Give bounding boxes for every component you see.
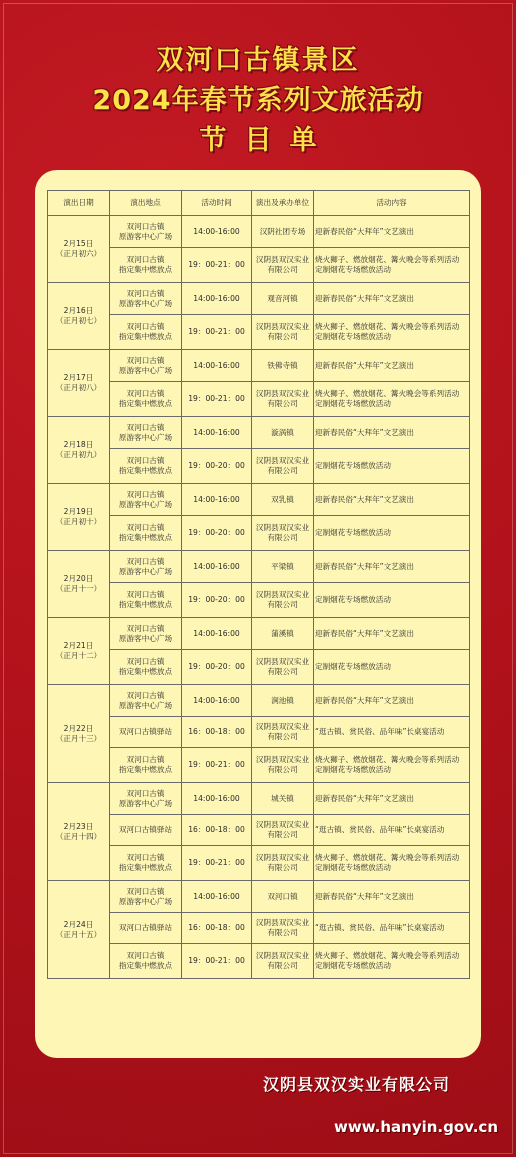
content-cell xyxy=(314,248,470,283)
organizer-cell-line: 有限公司 xyxy=(267,533,298,542)
time-cell: 14:00-16:00 xyxy=(182,685,252,717)
venue-cell-line: 原游客中心广场 xyxy=(118,566,173,576)
content-cell xyxy=(314,815,470,846)
organizer-cell-line: 铁佛寺镇 xyxy=(267,360,298,370)
table-row xyxy=(48,717,470,748)
time-cell: 14:00-16:00 xyxy=(182,283,252,315)
organizer-cell-line: 汉阴社团专场 xyxy=(259,226,306,236)
content-cell-line: 迎新春民俗“大拜年”文艺演出 xyxy=(315,561,414,571)
table-row xyxy=(48,484,470,516)
table-row xyxy=(48,815,470,846)
organizer-cell-line: 有限公司 xyxy=(267,961,298,970)
content-cell xyxy=(314,216,470,248)
time-cell: 14:00-16:00 xyxy=(182,618,252,650)
venue-cell xyxy=(110,283,182,315)
content-cell-line: 烧火狮子、燃放烟花、篝火晚会等系列活动 xyxy=(315,255,460,264)
content-cell xyxy=(314,583,470,618)
table-body xyxy=(48,216,470,979)
venue-cell xyxy=(110,783,182,815)
content-cell xyxy=(314,417,470,449)
date-lunar: （正月十五） xyxy=(55,929,102,939)
venue-cell-line: 双河口古镇 xyxy=(126,523,165,532)
organizer-cell-line: 有限公司 xyxy=(267,863,298,872)
table-row xyxy=(48,846,470,881)
content-cell-line: 烧火狮子、燃放烟花、篝火晚会等系列活动 xyxy=(315,322,460,331)
venue-cell-line: 双河口古镇 xyxy=(126,322,165,331)
date-cell xyxy=(48,551,110,618)
content-cell-line: 迎新春民俗“大拜年”文艺演出 xyxy=(315,891,414,901)
organizer-cell xyxy=(252,583,314,618)
title-event-series: 2024年春节系列文旅活动 xyxy=(92,85,424,116)
venue-cell xyxy=(110,913,182,944)
content-cell xyxy=(314,846,470,881)
date-cell xyxy=(48,350,110,417)
venue-cell xyxy=(110,382,182,417)
content-cell xyxy=(314,315,470,350)
date-lunar: （正月十二） xyxy=(55,651,102,660)
organizer-cell-line: 有限公司 xyxy=(267,667,298,676)
time-cell: 19：00-21：00 xyxy=(182,748,252,783)
title-scenic-area: 双河口古镇景区 xyxy=(156,45,360,76)
venue-cell xyxy=(110,516,182,551)
table-row xyxy=(48,748,470,783)
content-cell xyxy=(314,685,470,717)
venue-cell-line: 原游客中心广场 xyxy=(118,798,173,808)
venue-cell-line: 双河口古镇驿站 xyxy=(118,923,173,932)
date-gregorian: 2月17日 xyxy=(63,373,94,382)
header-organizer: 演出及承办单位 xyxy=(252,191,314,216)
venue-cell-line: 双河口古镇 xyxy=(126,788,165,798)
content-cell xyxy=(314,783,470,815)
table-row xyxy=(48,913,470,944)
table-row xyxy=(48,283,470,315)
organizer-cell xyxy=(252,350,314,382)
date-lunar: （正月初八） xyxy=(55,383,102,392)
organizer-cell xyxy=(252,516,314,551)
venue-cell-line: 指定集中燃放点 xyxy=(118,533,173,542)
organizer-cell xyxy=(252,283,314,315)
content-cell xyxy=(314,484,470,516)
organizer-cell xyxy=(252,783,314,815)
time-cell: 14:00-16:00 xyxy=(182,551,252,583)
venue-cell xyxy=(110,650,182,685)
date-gregorian: 2月22日 xyxy=(63,723,94,733)
content-cell-line: “逛古镇、赏民俗、品年味”长桌宴活动 xyxy=(315,727,445,736)
time-cell: 14:00-16:00 xyxy=(182,783,252,815)
venue-cell-line: 指定集中燃放点 xyxy=(118,600,173,609)
content-cell-line: 迎新春民俗“大拜年”文艺演出 xyxy=(315,427,414,437)
venue-cell xyxy=(110,717,182,748)
organizer-cell xyxy=(252,216,314,248)
organizer-cell xyxy=(252,685,314,717)
organizer-cell-line: 双河口镇 xyxy=(267,891,298,901)
table-row xyxy=(48,350,470,382)
date-gregorian: 2月15日 xyxy=(63,239,94,248)
venue-cell-line: 指定集中燃放点 xyxy=(118,332,173,341)
content-cell xyxy=(314,449,470,484)
venue-cell-line: 原游客中心广场 xyxy=(118,298,173,308)
organizer-cell-line: 有限公司 xyxy=(267,399,298,408)
organizer-cell-line: 汉阴县双汉实业 xyxy=(255,322,310,331)
content-cell-line: 定制烟花专场燃放活动 xyxy=(315,662,391,671)
content-cell-line: 烧火狮子、燃放烟花、篝火晚会等系列活动 xyxy=(315,951,460,960)
content-cell-line: “逛古镇、赏民俗、品年味”长桌宴活动 xyxy=(315,825,445,834)
organizer-cell-line: 平梁镇 xyxy=(271,561,294,571)
venue-cell xyxy=(110,846,182,881)
content-cell xyxy=(314,516,470,551)
header-date: 演出日期 xyxy=(48,191,110,216)
date-cell xyxy=(48,881,110,979)
date-gregorian: 2月16日 xyxy=(63,306,94,315)
content-cell-line: 定制烟花专场燃放活动 xyxy=(315,863,391,872)
content-cell-line: 迎新春民俗“大拜年”文艺演出 xyxy=(315,494,414,504)
organizer-cell-line: 汉阴县双汉实业 xyxy=(255,918,310,927)
content-cell-line: 迎新春民俗“大拜年”文艺演出 xyxy=(315,293,414,303)
venue-cell-line: 双河口古镇 xyxy=(126,590,165,599)
organizer-cell-line: 汉阴县双汉实业 xyxy=(255,456,310,465)
content-cell xyxy=(314,283,470,315)
venue-cell xyxy=(110,350,182,382)
venue-cell-line: 指定集中燃放点 xyxy=(118,667,173,676)
organizer-cell-line: 汉阴县双汉实业 xyxy=(255,255,310,264)
venue-cell xyxy=(110,583,182,618)
venue-cell-line: 双河口古镇 xyxy=(126,489,165,499)
venue-cell-line: 双河口古镇 xyxy=(126,456,165,465)
venue-cell-line: 原游客中心广场 xyxy=(118,633,173,643)
venue-cell xyxy=(110,748,182,783)
organizer-cell-line: 蒲溪镇 xyxy=(271,628,294,638)
table-row xyxy=(48,881,470,913)
content-cell-line: 迎新春民俗“大拜年”文艺演出 xyxy=(315,695,414,705)
organizer-cell xyxy=(252,944,314,979)
header-content: 活动内容 xyxy=(314,191,470,216)
date-lunar: （正月十三） xyxy=(55,733,102,743)
content-cell-line: 定制烟花专场燃放活动 xyxy=(315,765,391,774)
content-cell xyxy=(314,618,470,650)
venue-cell-line: 原游客中心广场 xyxy=(118,700,173,710)
time-cell: 14:00-16:00 xyxy=(182,484,252,516)
venue-cell-line: 双河口古镇 xyxy=(126,422,165,432)
organizer-cell xyxy=(252,815,314,846)
venue-cell xyxy=(110,315,182,350)
venue-cell-line: 双河口古镇 xyxy=(126,288,165,298)
table-row xyxy=(48,315,470,350)
date-lunar: （正月初十） xyxy=(55,517,102,526)
venue-cell xyxy=(110,484,182,516)
organizer-cell-line: 有限公司 xyxy=(267,332,298,341)
table-row xyxy=(48,583,470,618)
time-cell: 19：00-20：00 xyxy=(182,650,252,685)
venue-cell-line: 双河口古镇 xyxy=(126,690,165,700)
organizer-cell-line: 汉阴县双汉实业 xyxy=(255,820,310,829)
venue-cell xyxy=(110,881,182,913)
organizer-cell-line: 有限公司 xyxy=(267,830,298,839)
venue-cell xyxy=(110,815,182,846)
date-gregorian: 2月18日 xyxy=(63,440,94,449)
table-row xyxy=(48,449,470,484)
table-row xyxy=(48,783,470,815)
venue-cell-line: 双河口古镇 xyxy=(126,556,165,566)
table-row xyxy=(48,685,470,717)
organizer-cell-line: 有限公司 xyxy=(267,765,298,774)
venue-cell-line: 原游客中心广场 xyxy=(118,499,173,509)
content-cell xyxy=(314,350,470,382)
organizer-cell-line: 汉阴县双汉实业 xyxy=(255,389,310,398)
organizer-cell xyxy=(252,551,314,583)
organizer-cell-line: 漩涡镇 xyxy=(271,427,294,437)
date-lunar: （正月十四） xyxy=(55,831,102,841)
program-card xyxy=(35,170,481,1058)
content-cell-line: “逛古镇、赏民俗、品年味”长桌宴活动 xyxy=(315,923,445,932)
content-cell-line: 烧火狮子、燃放烟花、篝火晚会等系列活动 xyxy=(315,853,460,862)
table-row xyxy=(48,516,470,551)
footer-website: www.hanyin.gov.cn xyxy=(334,1118,498,1136)
venue-cell-line: 双河口古镇 xyxy=(126,755,165,764)
content-cell xyxy=(314,748,470,783)
venue-cell-line: 原游客中心广场 xyxy=(118,231,173,241)
content-cell xyxy=(314,913,470,944)
venue-cell-line: 双河口古镇 xyxy=(126,221,165,231)
organizer-cell-line: 观音河镇 xyxy=(267,293,298,303)
organizer-cell-line: 有限公司 xyxy=(267,265,298,274)
content-cell xyxy=(314,881,470,913)
content-cell-line: 烧火狮子、燃放烟花、篝火晚会等系列活动 xyxy=(315,389,460,398)
content-cell-line: 迎新春民俗“大拜年”文艺演出 xyxy=(315,793,414,803)
table-row xyxy=(48,382,470,417)
content-cell-line: 定制烟花专场燃放活动 xyxy=(315,961,391,970)
venue-cell xyxy=(110,618,182,650)
organizer-cell-line: 有限公司 xyxy=(267,466,298,475)
content-cell-line: 定制烟花专场燃放活动 xyxy=(315,461,391,470)
time-cell: 16：00-18：00 xyxy=(182,717,252,748)
date-gregorian: 2月24日 xyxy=(63,919,94,929)
content-cell-line: 定制烟花专场燃放活动 xyxy=(315,332,391,341)
content-cell xyxy=(314,551,470,583)
organizer-cell xyxy=(252,881,314,913)
venue-cell xyxy=(110,685,182,717)
venue-cell-line: 原游客中心广场 xyxy=(118,365,173,375)
organizer-cell-line: 汉阴县双汉实业 xyxy=(255,590,310,599)
time-cell: 19：00-21：00 xyxy=(182,382,252,417)
content-cell-line: 定制烟花专场燃放活动 xyxy=(315,399,391,408)
time-cell: 14:00-16:00 xyxy=(182,881,252,913)
venue-cell-line: 原游客中心广场 xyxy=(118,432,173,442)
venue-cell-line: 双河口古镇驿站 xyxy=(118,825,173,834)
organizer-cell-line: 有限公司 xyxy=(267,600,298,609)
organizer-cell-line: 城关镇 xyxy=(271,793,294,803)
table-row xyxy=(48,551,470,583)
content-cell-line: 定制烟花专场燃放活动 xyxy=(315,265,391,274)
date-cell xyxy=(48,283,110,350)
venue-cell xyxy=(110,248,182,283)
venue-cell xyxy=(110,449,182,484)
program-table xyxy=(47,190,470,979)
date-cell xyxy=(48,685,110,783)
organizer-cell-line: 有限公司 xyxy=(267,732,298,741)
time-cell: 19：00-20：00 xyxy=(182,516,252,551)
organizer-cell-line: 汉阴县双汉实业 xyxy=(255,657,310,666)
content-cell-line: 烧火狮子、燃放烟花、篝火晚会等系列活动 xyxy=(315,755,460,764)
header-venue: 演出地点 xyxy=(110,191,182,216)
venue-cell xyxy=(110,551,182,583)
organizer-cell xyxy=(252,417,314,449)
time-cell: 19：00-20：00 xyxy=(182,583,252,618)
table-row xyxy=(48,618,470,650)
content-cell-line: 定制烟花专场燃放活动 xyxy=(315,528,391,537)
time-cell: 14:00-16:00 xyxy=(182,350,252,382)
organizer-cell xyxy=(252,382,314,417)
date-lunar: （正月初六） xyxy=(55,249,102,258)
time-cell: 16：00-18：00 xyxy=(182,913,252,944)
venue-cell-line: 指定集中燃放点 xyxy=(118,863,173,872)
content-cell xyxy=(314,944,470,979)
time-cell: 19：00-21：00 xyxy=(182,315,252,350)
organizer-cell-line: 汉阴县双汉实业 xyxy=(255,951,310,960)
venue-cell-line: 双河口古镇 xyxy=(126,657,165,666)
organizer-cell xyxy=(252,650,314,685)
table-row xyxy=(48,944,470,979)
organizer-cell xyxy=(252,846,314,881)
venue-cell-line: 双河口古镇 xyxy=(126,623,165,633)
date-gregorian: 2月20日 xyxy=(63,574,94,583)
venue-cell xyxy=(110,216,182,248)
time-cell: 16：00-18：00 xyxy=(182,815,252,846)
date-gregorian: 2月21日 xyxy=(63,641,94,650)
venue-cell-line: 指定集中燃放点 xyxy=(118,399,173,408)
organizer-cell-line: 汉阴县双汉实业 xyxy=(255,523,310,532)
organizer-cell-line: 汉阴县双汉实业 xyxy=(255,755,310,764)
venue-cell-line: 指定集中燃放点 xyxy=(118,765,173,774)
content-cell xyxy=(314,717,470,748)
venue-cell-line: 双河口古镇 xyxy=(126,255,165,264)
content-cell-line: 迎新春民俗“大拜年”文艺演出 xyxy=(315,360,414,370)
date-lunar: （正月初九） xyxy=(55,450,102,459)
time-cell: 19：00-20：00 xyxy=(182,449,252,484)
date-cell xyxy=(48,618,110,685)
venue-cell-line: 双河口古镇 xyxy=(126,355,165,365)
date-cell xyxy=(48,216,110,283)
time-cell: 19：00-21：00 xyxy=(182,944,252,979)
organizer-cell xyxy=(252,449,314,484)
organizer-cell xyxy=(252,913,314,944)
organizer-cell xyxy=(252,618,314,650)
table-row xyxy=(48,216,470,248)
venue-cell xyxy=(110,944,182,979)
content-cell xyxy=(314,650,470,685)
organizer-cell-line: 有限公司 xyxy=(267,928,298,937)
venue-cell-line: 双河口古镇驿站 xyxy=(118,727,173,736)
content-cell-line: 迎新春民俗“大拜年”文艺演出 xyxy=(315,226,414,236)
venue-cell xyxy=(110,417,182,449)
time-cell: 19：00-21：00 xyxy=(182,846,252,881)
title-program-list: 节目单 xyxy=(199,125,335,156)
venue-cell-line: 指定集中燃放点 xyxy=(118,961,173,970)
date-lunar: （正月初七） xyxy=(55,316,102,325)
date-cell xyxy=(48,417,110,484)
table-row xyxy=(48,417,470,449)
table-row xyxy=(48,650,470,685)
date-gregorian: 2月23日 xyxy=(63,821,94,831)
venue-cell-line: 双河口古镇 xyxy=(126,951,165,960)
venue-cell-line: 双河口古镇 xyxy=(126,853,165,862)
venue-cell-line: 指定集中燃放点 xyxy=(118,265,173,274)
date-cell xyxy=(48,783,110,881)
header-time: 活动时间 xyxy=(182,191,252,216)
organizer-cell-line: 涧池镇 xyxy=(271,695,294,705)
date-gregorian: 2月19日 xyxy=(63,507,94,516)
date-lunar: （正月十一） xyxy=(55,584,102,593)
date-cell xyxy=(48,484,110,551)
venue-cell-line: 双河口古镇 xyxy=(126,886,165,896)
table-row xyxy=(48,248,470,283)
venue-cell-line: 原游客中心广场 xyxy=(118,896,173,906)
content-cell xyxy=(314,382,470,417)
content-cell-line: 定制烟花专场燃放活动 xyxy=(315,595,391,604)
organizer-cell xyxy=(252,484,314,516)
footer-company: 汉阴县双汉实业有限公司 xyxy=(262,1075,450,1094)
organizer-cell xyxy=(252,248,314,283)
organizer-cell-line: 双乳镇 xyxy=(271,494,294,504)
organizer-cell-line: 汉阴县双汉实业 xyxy=(255,722,310,731)
venue-cell-line: 双河口古镇 xyxy=(126,389,165,398)
time-cell: 14:00-16:00 xyxy=(182,417,252,449)
table-header-row xyxy=(48,191,470,216)
organizer-cell xyxy=(252,717,314,748)
organizer-cell xyxy=(252,748,314,783)
organizer-cell xyxy=(252,315,314,350)
time-cell: 19：00-21：00 xyxy=(182,248,252,283)
organizer-cell-line: 汉阴县双汉实业 xyxy=(255,853,310,862)
content-cell-line: 迎新春民俗“大拜年”文艺演出 xyxy=(315,628,414,638)
time-cell: 14:00-16:00 xyxy=(182,216,252,248)
venue-cell-line: 指定集中燃放点 xyxy=(118,466,173,475)
